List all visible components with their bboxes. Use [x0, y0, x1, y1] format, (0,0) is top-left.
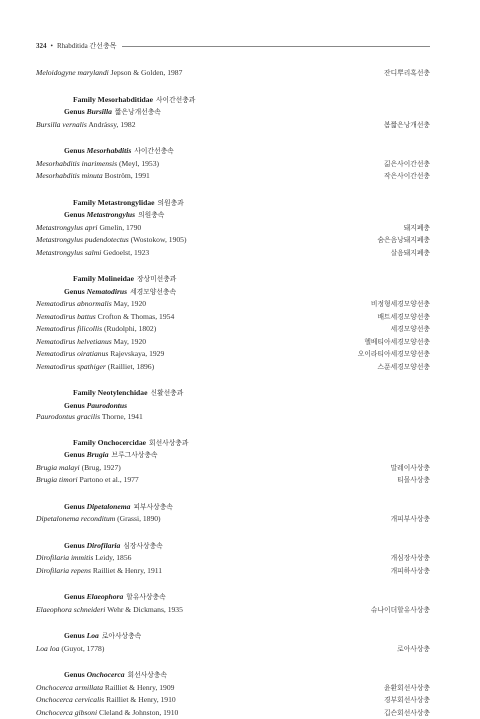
species-korean-name: 로아사상충: [397, 644, 430, 656]
family-korean-name: 의원충과: [157, 200, 183, 207]
species-author: Andrássy, 1982: [88, 120, 135, 129]
species-entry: [36, 298, 146, 310]
species-row: [36, 323, 430, 336]
species-row: [36, 170, 430, 183]
genus-name: Bursilla: [87, 107, 112, 116]
running-header: [36, 40, 430, 52]
species-entry: [36, 361, 154, 373]
species-author: Railliet & Henry, 1910: [106, 695, 176, 704]
species-name: Nematodirus filicollis: [36, 324, 102, 333]
species-entry: [36, 513, 161, 525]
family-korean-name: 장상미선충과: [137, 276, 176, 283]
species-author: Railliet & Henry, 1909: [105, 683, 175, 692]
species-author: (Grassi, 1890): [117, 514, 160, 523]
species-name: Nematodirus helvetianus: [36, 337, 112, 346]
genus-heading: Genus Nematodirus 세경모양선충속: [36, 286, 430, 299]
species-korean-name: 봄짧은낭개선충: [384, 120, 430, 132]
species-korean-name: 말레이사상충: [391, 463, 430, 475]
species-entry: [36, 170, 150, 182]
species-author: Partono et al., 1977: [79, 475, 138, 484]
species-name: Bursilla vernalis: [36, 120, 87, 129]
species-entry: [36, 119, 136, 131]
species-entry: [36, 234, 186, 246]
species-row: [36, 348, 430, 361]
species-name: Metastrongylus apri: [36, 223, 98, 232]
species-name: Dipetalonema reconditum: [36, 514, 115, 523]
genus-heading: Genus Brugia 브루그사상충속: [36, 449, 430, 462]
species-name: Mesorhabditis inarimensis: [36, 159, 117, 168]
genus-name: Metastrongylus: [87, 210, 136, 219]
genus-name: Paurodontus: [87, 401, 128, 410]
species-name: Nematodirus abnormalis: [36, 299, 112, 308]
family-name: Family Neotylenchidae: [73, 388, 147, 397]
species-entry: [36, 67, 182, 79]
genus-korean-name: 사이간선충속: [134, 148, 173, 155]
species-name: Metastrongylus pudendotectus: [36, 235, 129, 244]
species-row: [36, 234, 430, 247]
species-row: [36, 474, 430, 487]
species-row: [36, 411, 430, 423]
genus-name: Dirofilaria: [87, 541, 121, 550]
genus-name: Nematodirus: [87, 287, 128, 296]
species-author: (Wostokow, 1905): [131, 235, 187, 244]
species-entry: [36, 411, 143, 423]
genus-korean-name: 할유사상충속: [126, 594, 165, 601]
species-name: Mesorhabditis minuta: [36, 171, 103, 180]
genus-name: Onchocerca: [87, 670, 125, 679]
species-entry: [36, 462, 121, 474]
species-row: [36, 67, 430, 80]
species-korean-name: 긺은사이간선충: [384, 159, 430, 171]
genus-korean-name: 로아사상충속: [102, 633, 141, 640]
species-row: [36, 513, 430, 526]
species-korean-name: 개피하사상충: [391, 566, 430, 578]
species-entry: [36, 222, 141, 234]
family-korean-name: 신활선충과: [150, 390, 183, 397]
header-title: Rhabditida 간선충목: [57, 41, 117, 51]
genus-name: Mesorhabditis: [87, 146, 132, 155]
genus-heading: Genus Elaeophora 할유사상충속: [36, 591, 430, 604]
species-entry: [36, 158, 159, 170]
species-name: Dirofilaria repens: [36, 566, 91, 575]
species-row: [36, 643, 430, 656]
species-row: [36, 158, 430, 171]
species-entry: [36, 707, 178, 719]
species-author: Crofton & Thomas, 1954: [98, 312, 175, 321]
header-rule: [122, 46, 430, 47]
species-author: Jepson & Golden, 1987: [111, 68, 183, 77]
species-author: Leidy, 1856: [95, 553, 131, 562]
species-author: Gmelin, 1790: [99, 223, 141, 232]
family-heading: [36, 273, 430, 286]
genus-heading: Genus Dirofilaria 심장사상충속: [36, 540, 430, 553]
species-name: Nematodirus spathiger: [36, 362, 106, 371]
family-name: Family Molineidae: [73, 274, 134, 283]
species-name: Dirofilaria immitis: [36, 553, 93, 562]
family-heading: [36, 387, 430, 400]
genus-korean-name: 브루그사상충속: [112, 452, 158, 459]
genus-heading: Genus Loa 로아사상충속: [36, 630, 430, 643]
species-row: [36, 119, 430, 132]
species-entry: [36, 565, 162, 577]
species-korean-name: 윤환회선사상충: [384, 683, 430, 695]
family-korean-name: 회선사상충과: [149, 440, 188, 447]
species-author: Wehr & Dickmans, 1935: [107, 605, 183, 614]
family-name: Family Onchocercidae: [73, 438, 146, 447]
family-name: Family Metastrongylidae: [73, 198, 154, 207]
species-entry: [36, 643, 104, 655]
genus-korean-name: 짧은낭개선충속: [115, 109, 161, 116]
family-heading: [36, 94, 430, 107]
species-entry: [36, 552, 131, 564]
species-row: [36, 604, 430, 617]
species-row: [36, 336, 430, 349]
genus-name: Loa: [87, 631, 99, 640]
genus-heading: Genus Dipetalonema 피부사상충속: [36, 501, 430, 514]
species-korean-name: 돼지폐충: [404, 223, 430, 235]
species-name: Paurodontus gracilis: [36, 412, 100, 421]
species-entry: [36, 336, 146, 348]
species-author: (Rudolphi, 1802): [104, 324, 156, 333]
species-korean-name: 배트세경모양선충: [377, 312, 430, 324]
species-name: Onchocerca gibsoni: [36, 708, 97, 717]
species-author: Rajevskaya, 1929: [110, 349, 164, 358]
species-entry: [36, 247, 149, 259]
species-korean-name: 세경모양선충: [391, 324, 430, 336]
species-author: Boström, 1991: [105, 171, 150, 180]
species-korean-name: 개피부사상충: [391, 514, 430, 526]
family-heading: [36, 437, 430, 450]
species-name: Nematodirus oiratianus: [36, 349, 108, 358]
species-entry: [36, 348, 164, 360]
species-name: Meloidogyne marylandi: [36, 68, 109, 77]
genus-name: Brugia: [87, 450, 109, 459]
species-korean-name: 헬베티아세경모양선충: [364, 337, 430, 349]
species-row: [36, 298, 430, 311]
genus-heading: Genus Bursilla 짧은낭개선충속: [36, 106, 430, 119]
page-number: 324: [36, 42, 47, 50]
species-row: [36, 565, 430, 578]
species-entry: [36, 694, 176, 706]
header-bullet: •: [51, 42, 53, 50]
species-korean-name: 개심장사상충: [391, 553, 430, 565]
species-author: (Guyot, 1778): [61, 644, 104, 653]
species-korean-name: 살음돼지폐충: [391, 248, 430, 260]
species-name: Metastrongylus salmi: [36, 248, 101, 257]
species-row: [36, 694, 430, 707]
species-author: Railliet & Henry, 1911: [93, 566, 162, 575]
species-author: Cleland & Johnston, 1910: [99, 708, 178, 717]
species-row: [36, 552, 430, 565]
family-name: Family Mesorhabditidae: [73, 95, 153, 104]
species-author: May, 1920: [114, 299, 146, 308]
family-heading: [36, 197, 430, 210]
genus-korean-name: 의원충속: [138, 212, 164, 219]
species-name: Onchocerca armillata: [36, 683, 103, 692]
species-entry: [36, 311, 174, 323]
species-row: [36, 247, 430, 260]
genus-korean-name: 피부사상충속: [133, 504, 172, 511]
species-korean-name: 깁슨회선사상충: [384, 708, 430, 719]
species-author: Thorne, 1941: [102, 412, 143, 421]
species-entry: [36, 323, 156, 335]
genus-name: Dipetalonema: [87, 502, 131, 511]
species-name: Elaeophora schneideri: [36, 605, 105, 614]
family-korean-name: 사이간선충과: [156, 97, 195, 104]
species-name: Brugia malayi: [36, 463, 80, 472]
species-author: (Brug, 1927): [82, 463, 121, 472]
species-korean-name: 비정형세경모양선충: [371, 299, 430, 311]
species-row: [36, 682, 430, 695]
species-author: Gedoelst, 1923: [103, 248, 149, 257]
genus-name: Elaeophora: [87, 592, 124, 601]
species-row: [36, 361, 430, 374]
genus-korean-name: 회선사상충속: [128, 672, 167, 679]
species-entry: [36, 604, 183, 616]
species-korean-name: 잔디뿌리혹선충: [384, 68, 430, 80]
species-name: Brugia timori: [36, 475, 78, 484]
species-row: [36, 462, 430, 475]
species-list: [36, 67, 430, 719]
species-row: [36, 311, 430, 324]
genus-heading: Genus Metastrongylus 의원충속: [36, 209, 430, 222]
genus-korean-name: 심장사상충속: [123, 543, 162, 550]
species-korean-name: 경부회선사상충: [384, 695, 430, 707]
species-korean-name: 티몰사상충: [397, 475, 430, 487]
species-korean-name: 슈나이더할유사상충: [371, 605, 430, 617]
species-entry: [36, 682, 174, 694]
species-korean-name: 작은사이간선충: [384, 171, 430, 183]
species-korean-name: 스푼세경모양선충: [377, 362, 430, 374]
species-row: [36, 222, 430, 235]
species-author: (Railliet, 1896): [108, 362, 154, 371]
genus-korean-name: 세경모양선충속: [130, 289, 176, 296]
genus-heading: Genus Paurodontus: [36, 400, 430, 412]
species-name: Onchocerca cervicalis: [36, 695, 104, 704]
species-author: May, 1920: [114, 337, 146, 346]
species-name: Loa loa: [36, 644, 59, 653]
species-author: (Meyl, 1953): [119, 159, 159, 168]
species-name: Nematodirus battus: [36, 312, 96, 321]
genus-heading: Genus Mesorhabditis 사이간선충속: [36, 145, 430, 158]
species-korean-name: 오이라티아세경모양선충: [358, 349, 430, 361]
species-row: [36, 707, 430, 719]
genus-heading: Genus Onchocerca 회선사상충속: [36, 669, 430, 682]
species-entry: [36, 474, 139, 486]
species-korean-name: 숨은음낭돼지폐충: [377, 235, 430, 247]
